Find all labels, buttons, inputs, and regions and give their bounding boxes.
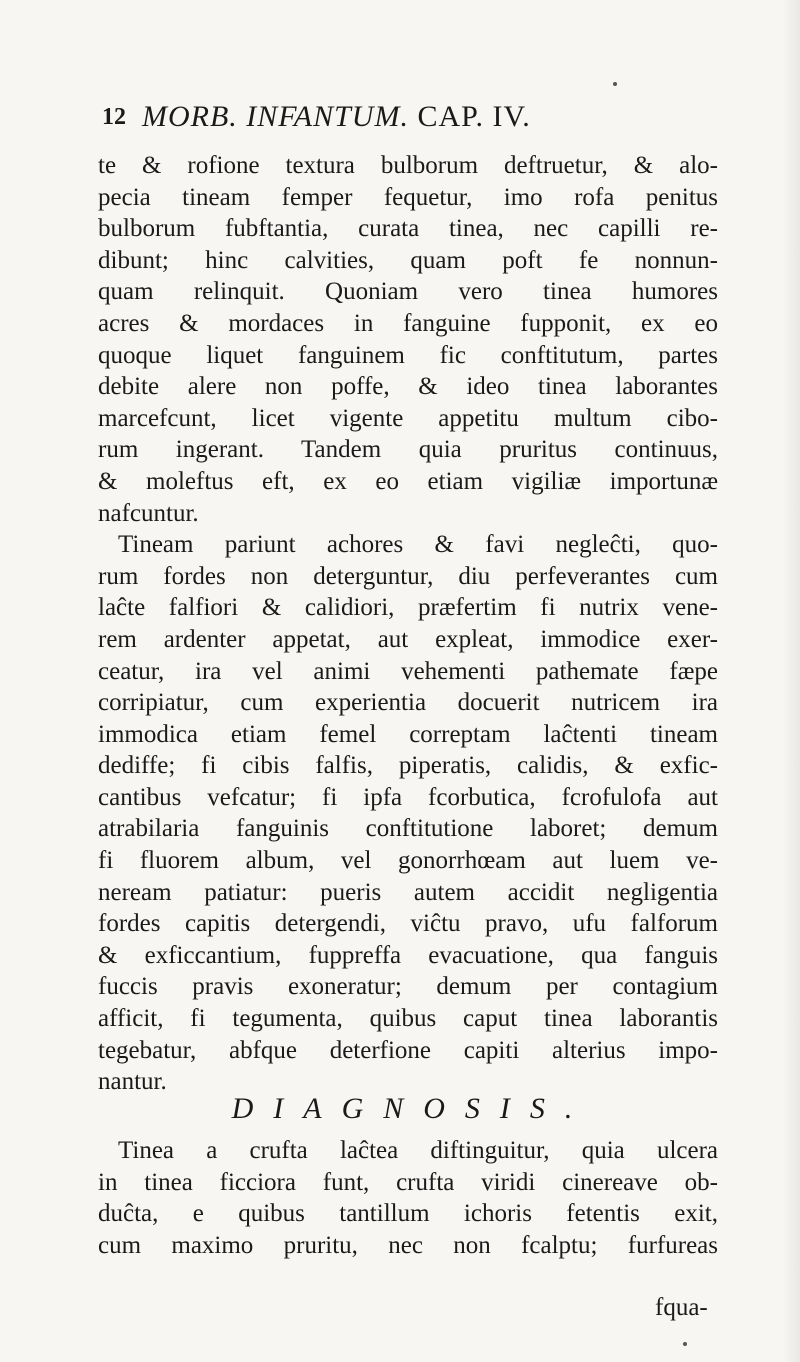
text-line: te & rofione textura bulborum deftruetur, & alo- — [98, 152, 718, 179]
text-line: Tineam pariunt achores & favi negleĉti, quo- — [118, 531, 718, 559]
text-line: & exficcantium, fuppreffa evacuatione, qua fanguis — [98, 941, 718, 969]
text-line: corripiatur, cum experientia docuerit nutricem ira — [98, 689, 718, 717]
paper-speck — [683, 1342, 687, 1346]
text-line: pecia tineam femper fequetur, imo rofa penitus — [98, 183, 718, 211]
text-line: Tinea a crufta laĉtea diftinguitur, quia ulcera — [118, 1137, 718, 1164]
running-title-text: MORB. INFANTUM. — [142, 100, 409, 133]
text-line: nantur. — [98, 1068, 167, 1096]
paragraph-1 — [98, 150, 718, 1098]
text-line: quam relinquit. Quoniam vero tinea humores — [98, 278, 718, 306]
paper-speck — [613, 82, 617, 86]
text-line: neream patiatur: pueris autem accidit negligentia — [98, 878, 718, 906]
text-line: rem ardenter appetat, aut expleat, immodice exer- — [98, 625, 718, 653]
text-line: acres & mordaces in fanguine fupponit, ex eo — [98, 309, 718, 337]
text-line: quoque liquet fanguinem fic conftitutum, partes — [98, 341, 718, 369]
catchword: fqua- — [655, 1294, 708, 1321]
text-line: afficit, fi tegumenta, quibus caput tinea laborantis — [98, 1005, 718, 1033]
text-line: duĉta, e quibus tantillum ichoris fetentis exit, — [98, 1200, 718, 1228]
text-line: cum maximo pruritu, nec non fcalptu; furfureas — [98, 1231, 718, 1259]
text-line: rum ingerant. Tandem quia pruritus continuus, — [98, 436, 718, 464]
text-line: cantibus vefcatur; fi ipfa fcorbutica, fcrofulofa aut — [98, 783, 718, 811]
page-header — [102, 100, 712, 140]
text-line: tegebatur, abfque deterfione capiti alterius impo- — [98, 1036, 718, 1064]
text-line: debite alere non poffe, & ideo tinea laborantes — [98, 373, 718, 401]
text-line: immodica etiam femel correptam laĉtenti tineam — [98, 720, 718, 748]
text-line: dediffe; fi cibis falfis, piperatis, calidis, & exfic- — [98, 752, 718, 780]
paragraph-3 — [98, 1135, 718, 1261]
text-line: rum fordes non deterguntur, diu perfeverantes cum — [98, 562, 718, 590]
text-line: bulborum fubftantia, curata tinea, nec capilli re- — [98, 215, 718, 243]
text-line: marcefcunt, licet vigente appetitu multum cibo- — [98, 404, 718, 432]
page-number: 12 — [102, 104, 126, 130]
text-line: fordes capitis detergendi, viĉtu pravo, ufu falforum — [98, 910, 718, 938]
text-line: & moleftus eft, ex eo etiam vigiliæ importunæ — [98, 467, 718, 495]
text-line: in tinea ficciora funt, crufta viridi cinereave ob- — [98, 1168, 718, 1196]
chapter-label: CAP. IV. — [417, 100, 531, 133]
text-line: dibunt; hinc calvities, quam poft fe nonnun- — [98, 246, 718, 274]
page-edge-shadow — [782, 0, 800, 1362]
text-line: ceatur, ira vel animi vehementi pathemate fæpe — [98, 657, 718, 685]
running-title — [142, 100, 531, 134]
text-line: laĉte falfiori & calidiori, præfertim fi nutrix vene- — [98, 594, 718, 622]
section-heading-diagnosis: DIAGNOSIS. — [231, 1092, 593, 1125]
text-line: fuccis pravis exoneratur; demum per contagium — [98, 973, 718, 1001]
text-line: atrabilaria fanguinis conftitutione laboret; demum — [98, 815, 718, 843]
text-line: fi fluorem album, vel gonorrhœam aut luem ve- — [98, 847, 718, 875]
text-line: nafcuntur. — [98, 499, 199, 527]
